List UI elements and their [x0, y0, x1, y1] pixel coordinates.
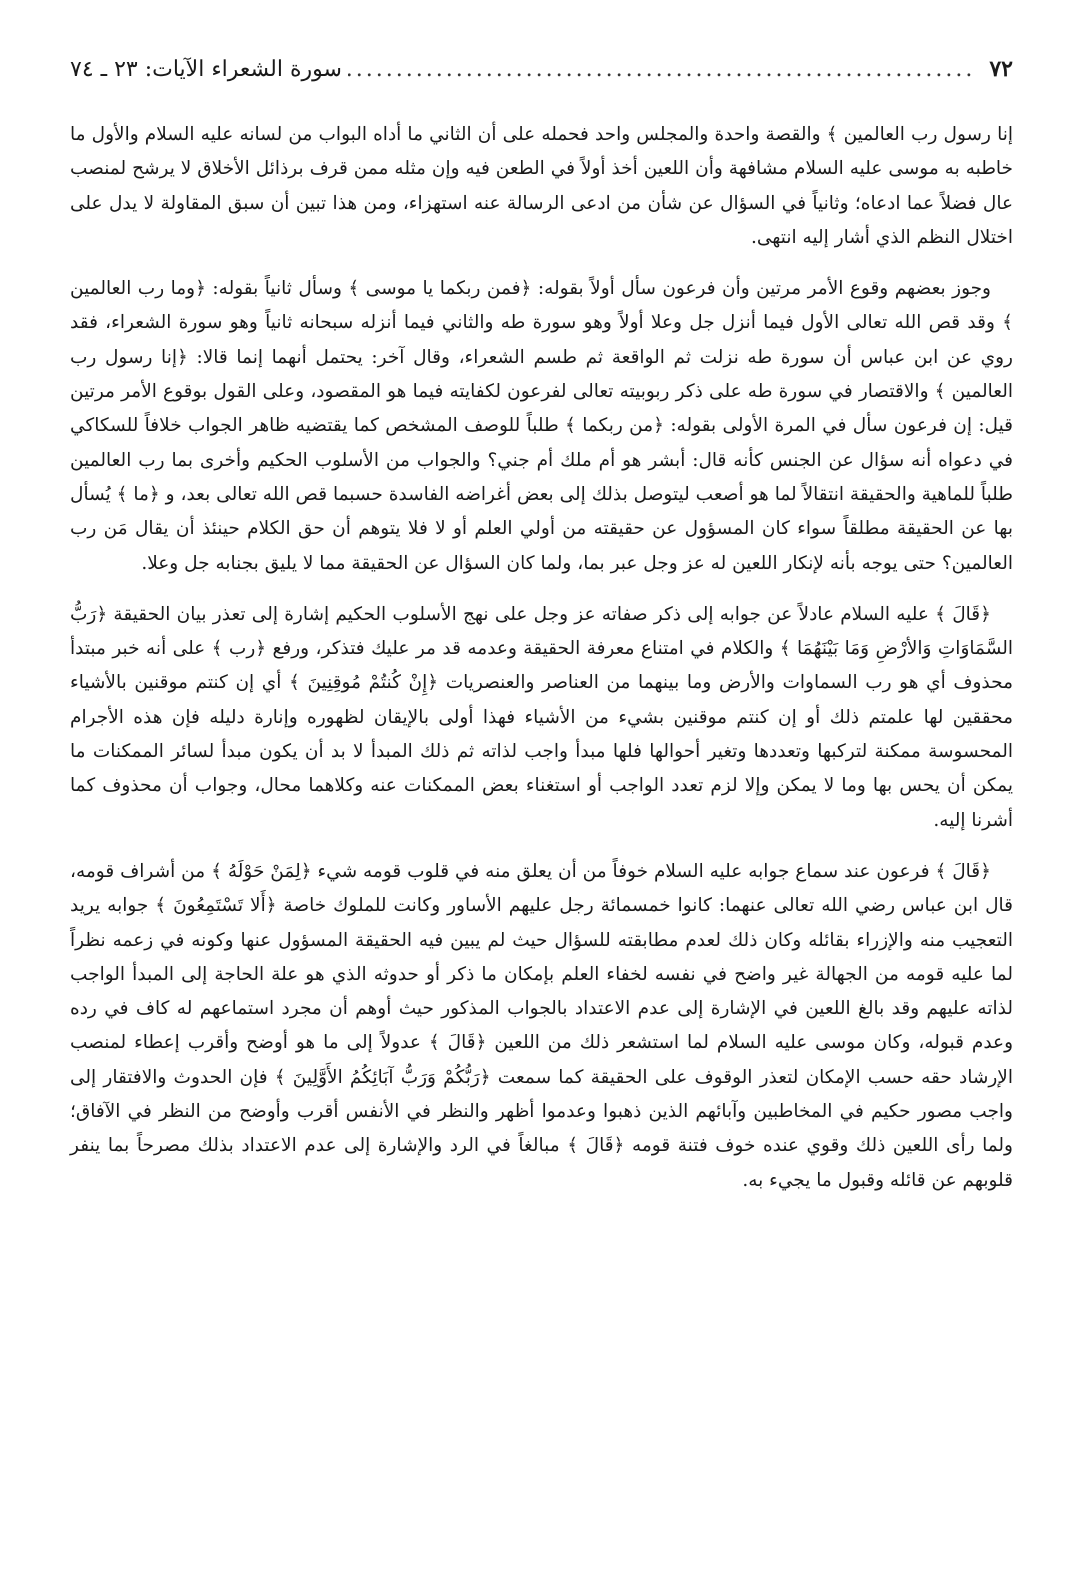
body-text — [70, 118, 1013, 1198]
running-header — [70, 56, 1013, 82]
page-number: ٧٢ — [989, 56, 1013, 82]
paragraph-3: ﴿قَالَ ﴾ عليه السلام عادلاً عن جوابه إلى ذكر صفاته عز وجل على نهج الأسلوب الحكيم إشارة إلى تعذر بيان الحقيقة ﴿رَبُّ السَّمَاوَاتِ وَالأرْضِ وَمَا بَيْنَهُمَا ﴾ والكلام في امتناع معرفة الحقيقة وعدمه قد مر عليك فتذكر، ورفع ﴿رب ﴾ على أنه خبر مبتدأ محذوف أي هو رب السماوات والأرض وما بينهما من العناصر والعنصريات ﴿إِنْ كُنتُمْ مُوقِنِينَ ﴾ أي إن كنتم موقنين بالأشياء محققين لها علمتم ذلك أو إن كنتم موقنين بشيء من الأشياء فهذا أولى بالإيقان لظهوره وإنارة دليله فإن هذه الأجرام المحسوسة ممكنة لتركبها وتعددها وتغير أحوالها فلها مبدأ واجب لذاته ثم ذلك المبدأ لا بد أن يكون مبدأ لسائر الممكنات ما يمكن أن يحس بها وما لا يمكن وإلا لزم تعدد الواجب أو استغناء بعض الممكنات عنه وكلاهما محال، وجواب أن محذوف كما أشرنا إليه. — [70, 603, 1013, 831]
running-title: سورة الشعراء الآيات: ٢٣ ـ ٧٤ — [70, 56, 342, 82]
paragraph-1: إنا رسول رب العالمين ﴾ والقصة واحدة والمجلس واحد فحمله على أن الثاني ما أداه البواب من لسانه عليه السلام والأول ما خاطبه به موسى عليه السلام مشافهة وأن اللعين أخذ أولاً في الطعن فيه وإن مثله ممن قرف برذائل الأخلاق لا يرشح لمنصب عال فضلاً عما ادعاه؛ وثانياً في السؤال عن شأن من ادعى الرسالة عنه استهزاء، ومن هذا تبين أن سبق المقاولة لا يدل على اختلال النظم الذي أشار إليه انتهى. — [70, 124, 1013, 248]
paragraph-2: وجوز بعضهم وقوع الأمر مرتين وأن فرعون سأل أولاً بقوله: ﴿فمن ربكما يا موسى ﴾ وسأل ثانياً بقوله: ﴿وما رب العالمين ﴾ وقد قص الله تعالى الأول فيما أنزل جل وعلا أولاً وهو سورة طه والثاني فيما أنزله سبحانه ثانياً وهو سورة الشعراء، فقد روي عن ابن عباس أن سورة طه نزلت ثم الواقعة ثم طسم الشعراء، وقال آخر: يحتمل أنهما إنما قالا: ﴿إنا رسول رب العالمين ﴾ والاقتصار في سورة طه على ذكر ربوبيته تعالى لفرعون لكفايته فيما هو المقصود، وعلى القول بوقوع الأمر مرتين قيل: إن فرعون سأل في المرة الأولى بقوله: ﴿من ربكما ﴾ طلباً للوصف المشخص كما يقتضيه ظاهر الجواب خلافاً للسكاكي في دعواه أنه سؤال عن الجنس كأنه قال: أبشر هو أم ملك أم جني؟ والجواب من الأسلوب الحكيم وأخرى بما رب العالمين طلباً للماهية والحقيقة انتقالاً لما هو أصعب ليتوصل بذلك إلى بعض أغراضه الفاسدة حسبما قص الله تعالى بعد، و ﴿ما ﴾ يُسأل بها عن الحقيقة مطلقاً سواء كان المسؤول عن حقيقته من أولي العلم أو لا فلا يتوهم أن حق الكلام حينئذ أن يقال مَن رب العالمين؟ حتى يوجه بأنه لإنكار اللعين له عز وجل عبر بما، ولما كان السؤال عن الحقيقة مما لا يليق بجنابه جل وعلا. — [70, 278, 1013, 574]
paragraph-4: ﴿قَالَ ﴾ فرعون عند سماع جوابه عليه السلام خوفاً من أن يعلق منه في قلوب قومه شيء ﴿لِمَنْ حَوْلَهُ ﴾ من أشراف قومه، قال ابن عباس رضي الله تعالى عنهما: كانوا خمسمائة رجل عليهم الأساور وكانت للملوك خاصة ﴿أَلا تَسْتَمِعُونَ ﴾ جوابه يريد التعجيب منه والإزراء بقائله وكان ذلك لعدم مطابقته للسؤال حيث لم يبين فيه الحقيقة المسؤول عنها وكونه في زعمه نظراً لما عليه قومه من الجهالة غير واضح في نفسه لخفاء العلم بإمكان ما ذكر أو حدوثه الذي هو علة الحاجة إلى المبدأ الواجب لذاته عليهم وقد بالغ اللعين في الإشارة إلى عدم الاعتداد بالجواب المذكور حيث أوهم أن مجرد استماعهم له كاف في رده وعدم قبوله، وكان موسى عليه السلام لما استشعر ذلك من اللعين ﴿قَالَ ﴾ عدولاً إلى ما هو أوضح وأقرب إعطاء لمنصب الإرشاد حقه حسب الإمكان لتعذر الوقوف على الحقيقة كما سمعت ﴿رَبُّكُمْ وَرَبُّ آبَائِكُمُ الأَوَّلِينَ ﴾ فإن الحدوث والافتقار إلى واجب مصور حكيم في المخاطبين وآبائهم الذين ذهبوا وعدموا أظهر والنظر في الأنفس أقرب وأوضح من النظر في الآفاق؛ ولما رأى اللعين ذلك وقوي عنده خوف فتنة قومه ﴿قَالَ ﴾ مبالغاً في الرد والإشارة إلى عدم الاعتداد بذلك مصرحاً بما ينفر قلوبهم عن قائله وقبول ما يجيء به. — [70, 860, 1013, 1191]
leader-dots — [348, 57, 975, 82]
